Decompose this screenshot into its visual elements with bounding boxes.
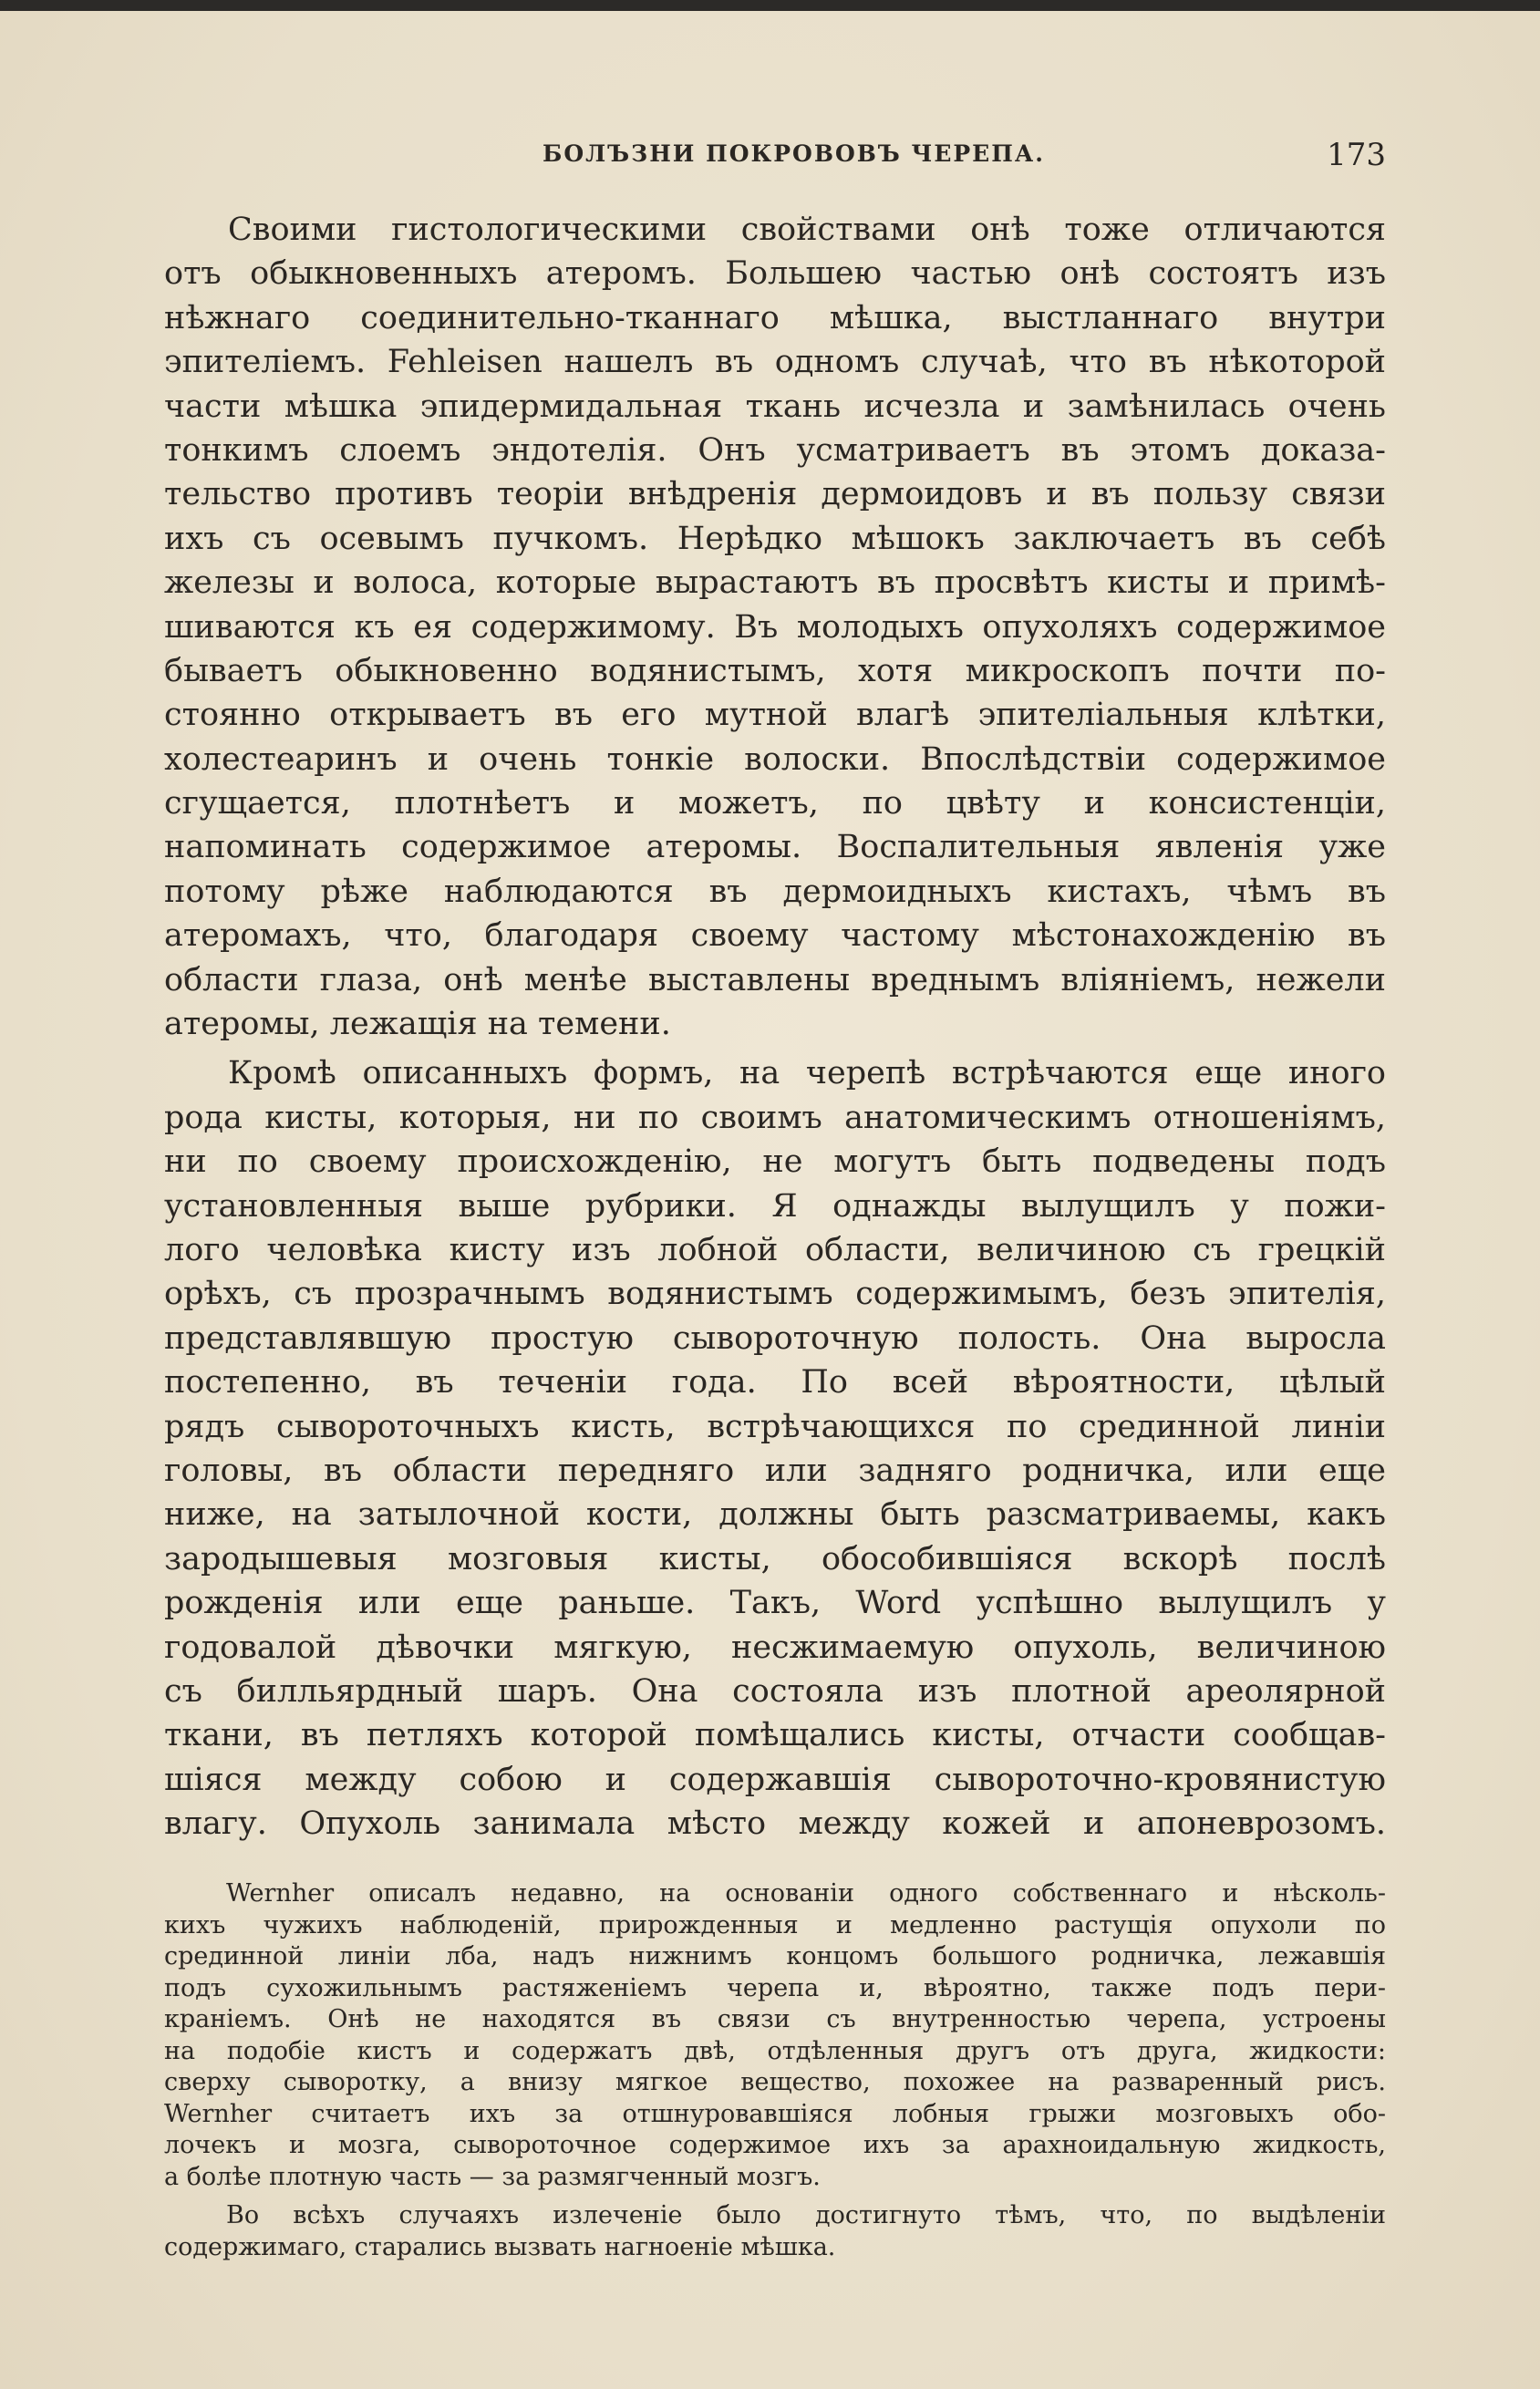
- text-line: атеромы, лежащiя на темени.: [164, 1006, 671, 1043]
- scan-top-edge: [0, 0, 1540, 11]
- main-text: [164, 208, 1386, 1846]
- note-1: [164, 1878, 1386, 2193]
- note-line: лочекъ и мозга, сывороточное содержимое ихъ за арахноидальную жидкость,: [164, 2131, 1386, 2159]
- text-line: тонкимъ слоемъ эндотелiя. Онъ усматриваетъ въ этомъ доказа-: [164, 431, 1386, 469]
- text-line: влагу. Опухоль занимала мѣсто между кожей и апоневрозомъ.: [164, 1805, 1386, 1843]
- text-line: лого человѣка кисту изъ лобной области, величиною съ грецкiй: [164, 1231, 1386, 1268]
- text-line: ниже, на затылочной кости, должны быть разсматриваемы, какъ: [164, 1496, 1386, 1534]
- page-header: [164, 137, 1386, 182]
- text-line: годовалой дѣвочки мягкую, несжимаемую опухоль, величиною: [164, 1629, 1386, 1666]
- note-line: сверху сыворотку, а внизу мягкое вещество, похожее на разваренный рисъ.: [164, 2068, 1386, 2096]
- text-line: тельство противъ теорiи внѣдренiя дермоидовъ и въ пользу связи: [164, 476, 1386, 513]
- paragraph-2: [164, 1051, 1386, 1846]
- note-gap: [164, 2193, 1386, 2200]
- text-line: рожденiя или еще раньше. Такъ, Word успѣшно вылущилъ у: [164, 1585, 1386, 1622]
- text-line: сгущается, плотнѣетъ и можетъ, по цвѣту и консистенцiи,: [164, 785, 1386, 822]
- text-line: бываетъ обыкновенно водянистымъ, хотя микроскопъ почти по-: [164, 652, 1386, 689]
- text-line: Кромѣ описанныхъ формъ, на черепѣ встрѣчаются еще иного: [228, 1055, 1386, 1092]
- note-line: кранiемъ. Онѣ не находятся въ связи съ внутренностью черепа, устроены: [164, 2005, 1386, 2033]
- note-line: на подобiе кистъ и содержатъ двѣ, отдѣленныя другъ отъ друга, жидкости:: [164, 2036, 1386, 2065]
- text-line: атеромахъ, что, благодаря своему частому мѣстонахожденiю въ: [164, 917, 1386, 955]
- text-line: орѣхъ, съ прозрачнымъ водянистымъ содержимымъ, безъ эпителiя,: [164, 1276, 1386, 1313]
- text-line: напоминать содержимое атеромы. Воспалительныя явленiя уже: [164, 829, 1386, 866]
- note-line: кихъ чужихъ наблюденiй, прирожденныя и медленно растущiя опухоли по: [164, 1910, 1386, 1939]
- text-line: зародышевыя мозговыя кисты, обособившiяся вскорѣ послѣ: [164, 1540, 1386, 1577]
- text-line: эпителiемъ. Fehleisen нашелъ въ одномъ случаѣ, что въ нѣкоторой: [164, 344, 1386, 381]
- text-line: представлявшую простую сывороточную полость. Она выросла: [164, 1319, 1386, 1357]
- text-line: головы, въ области передняго или задняго родничка, или еще: [164, 1452, 1386, 1489]
- text-line: железы и волоса, которые вырастаютъ въ просвѣтъ кисты и примѣ-: [164, 564, 1386, 602]
- note-2: [164, 2200, 1386, 2263]
- small-print-notes: [164, 1878, 1386, 2263]
- note-line: а болѣе плотную часть — за размягченный мозгъ.: [164, 2162, 821, 2191]
- text-line: нѣжнаго соединительно-тканнаго мѣшка, выстланнаго внутри: [164, 299, 1386, 336]
- text-line: стоянно открываетъ въ его мутной влагѣ эпителiальныя клѣтки,: [164, 697, 1386, 734]
- text-line: рядъ сывороточныхъ кисть, встрѣчающихся по срединной линiи: [164, 1408, 1386, 1445]
- text-line: ихъ съ осевымъ пучкомъ. Нерѣдко мѣшокъ заключаетъ въ себѣ: [164, 520, 1386, 557]
- text-line: рода кисты, которыя, ни по своимъ анатомическимъ отношенiямъ,: [164, 1099, 1386, 1136]
- text-line: шиваются къ ея содержимому. Въ молодыхъ опухоляхъ содержимое: [164, 608, 1386, 646]
- text-line: холестеаринъ и очень тонкiе волоски. Впослѣдствiи содержимое: [164, 740, 1386, 778]
- paragraph-1: [164, 208, 1386, 1046]
- text-line: ни по своему происхожденiю, не могутъ быть подведены подъ: [164, 1143, 1386, 1181]
- note-line: подъ сухожильнымъ растяженiемъ черепа и, вѣроятно, также подъ пери-: [164, 1973, 1386, 2002]
- text-line: Своими гистологическими свойствами онѣ тоже отличаются: [228, 212, 1386, 248]
- note-line: Во всѣхъ случаяхъ излеченiе было достигнуто тѣмъ, что, по выдѣленiи: [226, 2201, 1386, 2229]
- page-number: 173: [1327, 137, 1386, 173]
- text-line: установленныя выше рубрики. Я однажды вылущилъ у пожи-: [164, 1187, 1386, 1225]
- text-line: части мѣшка эпидермидальная ткань исчезла и замѣнилась очень: [164, 388, 1386, 425]
- note-line: срединной линiи лба, надъ нижнимъ концомъ большого родничка, лежавшiя: [164, 1942, 1386, 1970]
- text-line: отъ обыкновенныхъ атеромъ. Большею частью онѣ состоятъ изъ: [164, 255, 1386, 293]
- text-line: постепенно, въ теченiи года. По всей вѣроятности, цѣлый: [164, 1364, 1386, 1401]
- note-line: Wernher описалъ недавно, на основанiи одного собственнаго и нѣсколь-: [226, 1879, 1386, 1908]
- running-head: БОЛЪЗНИ ПОКРОВОВЪ ЧЕРЕПА.: [543, 140, 1045, 167]
- text-line: области глаза, онѣ менѣе выставлены вреднымъ влiянiемъ, нежели: [164, 961, 1386, 998]
- text-line: шiяся между собою и содержавшiя сывороточно-кровянистую: [164, 1761, 1386, 1798]
- note-line: содержимаго, старались вызвать нагноенiе мѣшка.: [164, 2232, 836, 2261]
- text-line: потому рѣже наблюдаются въ дермоидныхъ кистахъ, чѣмъ въ: [164, 873, 1386, 910]
- text-line: ткани, въ петляхъ которой помѣщались кисты, отчасти сообщав-: [164, 1717, 1386, 1754]
- note-line: Wernher считаетъ ихъ за отшнуровавшiяся лобныя грыжи мозговыхъ обо-: [164, 2099, 1386, 2128]
- text-line: съ билльярдный шаръ. Она состояла изъ плотной ареолярной: [164, 1672, 1386, 1710]
